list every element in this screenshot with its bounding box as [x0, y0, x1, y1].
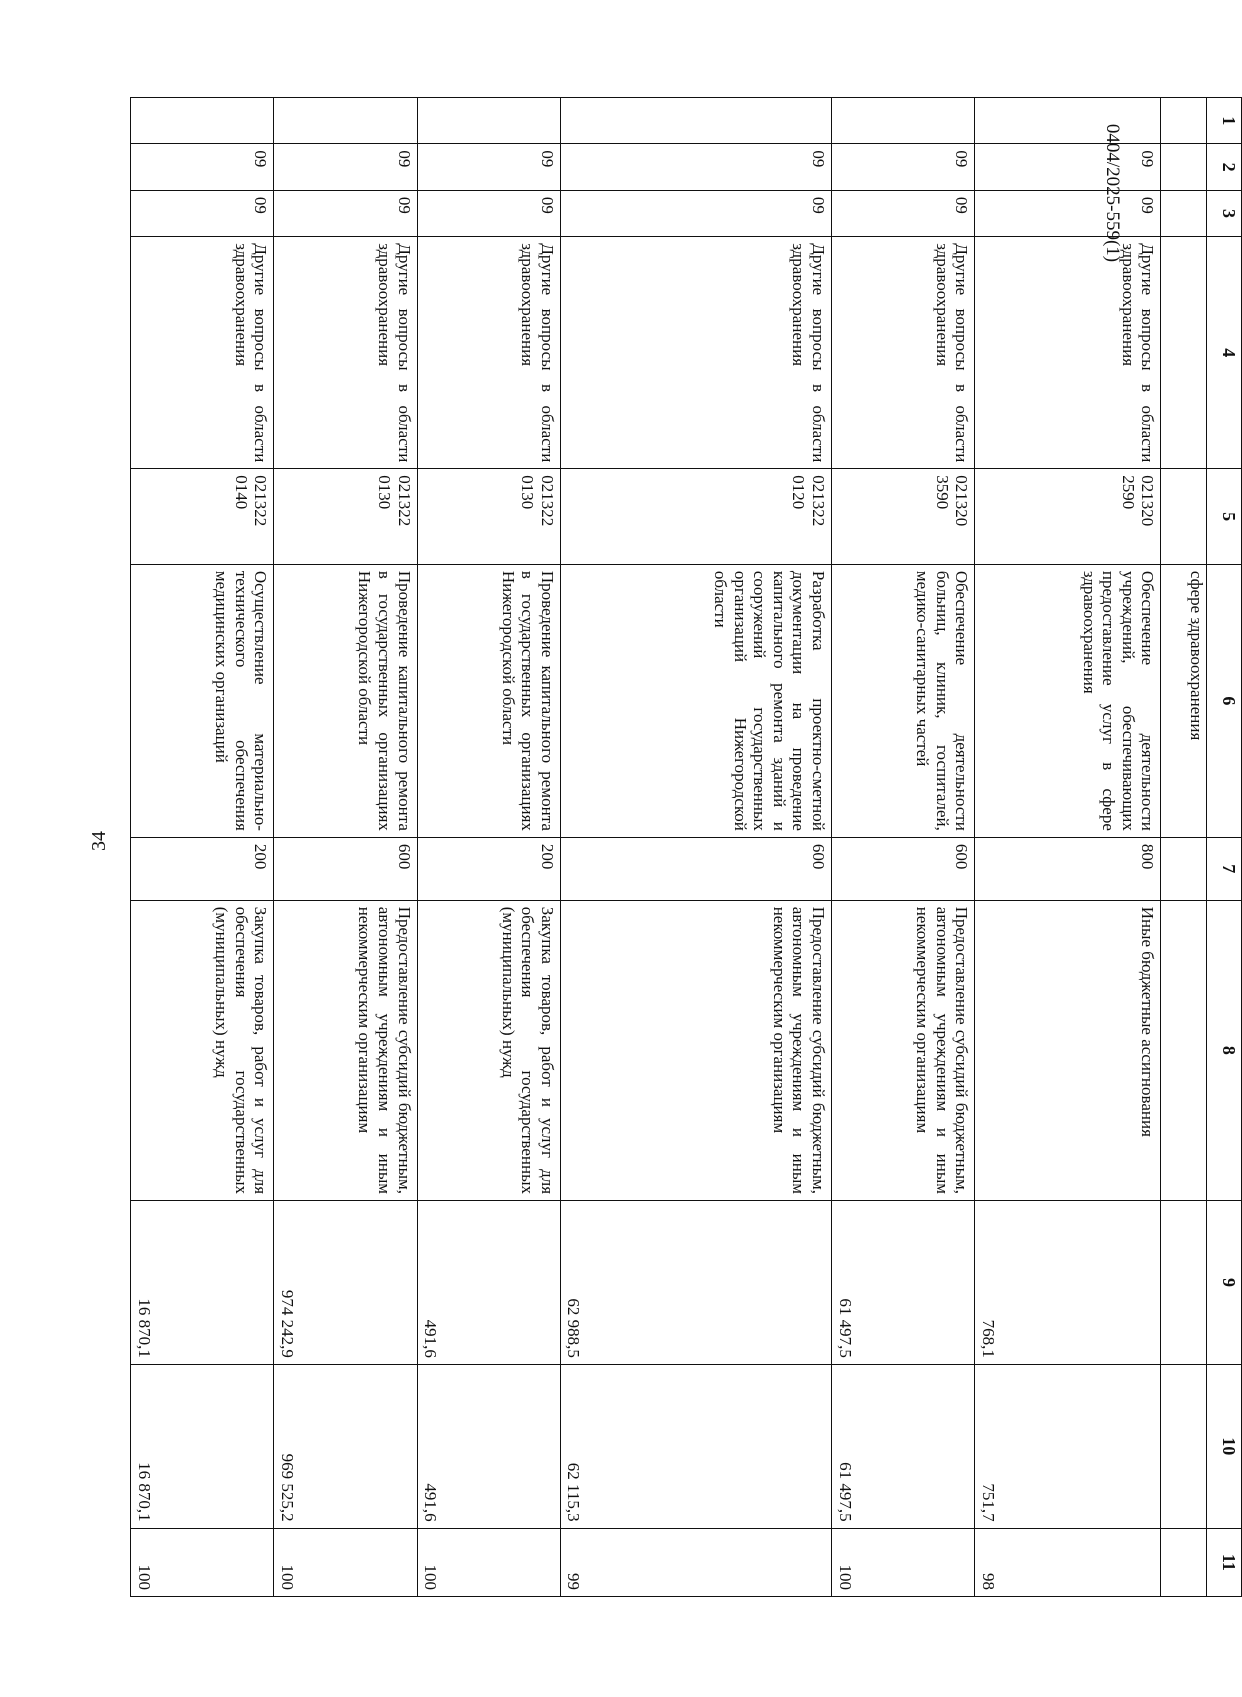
- cell-section: 09: [560, 144, 831, 190]
- cell-expense-type: 600: [832, 837, 975, 900]
- cell-subsection: 09: [274, 190, 417, 236]
- cell-section-name: Другие вопросы в области здравоохранения: [975, 237, 1161, 469]
- cell-section: 09: [417, 144, 560, 190]
- cell-target-code: 021322 0120: [560, 469, 831, 565]
- cell-target-code: 021322 0130: [417, 469, 560, 565]
- cell-row-number: [274, 98, 417, 144]
- cell-percent: 100: [417, 1528, 560, 1596]
- cell-subsection: 09: [975, 190, 1161, 236]
- table-body: [131, 98, 1161, 1597]
- cell-row-number: [832, 98, 975, 144]
- cell-section: 09: [274, 144, 417, 190]
- cell-section-name: Другие вопросы в области здравоохранения: [560, 237, 831, 469]
- cell-subsection: 09: [560, 190, 831, 236]
- page-number: 34: [88, 831, 110, 851]
- cell-planned: 16 870,1: [131, 1201, 274, 1365]
- cell-percent: 100: [832, 1528, 975, 1596]
- cell-subsection: 09: [131, 190, 274, 236]
- document-code: 0404/2025-559(1): [1102, 123, 1123, 263]
- header-cell: 6: [1207, 564, 1242, 837]
- header-cell: 11: [1207, 1528, 1242, 1596]
- cell-expense-type: 600: [274, 837, 417, 900]
- budget-table: [130, 97, 1242, 1597]
- header-row: [1207, 98, 1242, 1597]
- cell-subsection: 09: [417, 190, 560, 236]
- cell-expense-type: 800: [975, 837, 1161, 900]
- table-row: [131, 98, 274, 1597]
- cell-percent: 100: [274, 1528, 417, 1596]
- header-cell: 4: [1207, 237, 1242, 469]
- cell-target-name: Осуществление материально-технического обеспечения медицинских организаций: [131, 564, 274, 837]
- cell-target-code: 021322 0130: [274, 469, 417, 565]
- cell-section-name: Другие вопросы в области здравоохранения: [131, 237, 274, 469]
- cell-executed: 969 525,2: [274, 1364, 417, 1528]
- cell-row-number: [975, 98, 1161, 144]
- header-cell: 3: [1207, 190, 1242, 236]
- header-cell: 9: [1207, 1201, 1242, 1365]
- cell-executed: 61 497,5: [832, 1364, 975, 1528]
- cell-subsection: 09: [832, 190, 975, 236]
- cell-executed: 62 115,3: [560, 1364, 831, 1528]
- cell-section-name: Другие вопросы в области здравоохранения: [274, 237, 417, 469]
- cell-expense-name: Предоставление субсидий бюджетным, автономным учреждениям и иным некоммерческим организациям: [274, 900, 417, 1200]
- header-cell: 10: [1207, 1364, 1242, 1528]
- cell-expense-name: Предоставление субсидий бюджетным, автономным учреждениям и иным некоммерческим организациям: [832, 900, 975, 1200]
- header-cell: 5: [1207, 469, 1242, 565]
- cell-expense-type: 200: [417, 837, 560, 900]
- cell-target-name: Обеспечение деятельности больниц, клиник, госпиталей, медико-санитарных частей: [832, 564, 975, 837]
- cell-target-name: Обеспечение деятельности учреждений, обеспечивающих предоставление услуг в сфере здравоохранения: [975, 564, 1161, 837]
- cell-expense-name: Предоставление субсидий бюджетным, автономным учреждениям и иным некоммерческим организациям: [560, 900, 831, 1200]
- header-cell: 2: [1207, 144, 1242, 190]
- cell-target-code: 021320 2590: [975, 469, 1161, 565]
- budget-table-container: [130, 97, 1242, 1597]
- header-cell: 1: [1207, 98, 1242, 144]
- cell-target-code: 021322 0140: [131, 469, 274, 565]
- cell-section-name: Другие вопросы в области здравоохранения: [832, 237, 975, 469]
- cell-target-name: Проведение капитального ремонта в государственных организациях Нижегородской области: [417, 564, 560, 837]
- cell-expense-name: Иные бюджетные ассигнования: [975, 900, 1161, 1200]
- table-row: [832, 98, 975, 1597]
- cell-executed: 16 870,1: [131, 1364, 274, 1528]
- cell-expense-name: Закупка товаров, работ и услуг для обеспечения государственных (муниципальных) нужд: [417, 900, 560, 1200]
- cell-row-number: [417, 98, 560, 144]
- cell-percent: 99: [560, 1528, 831, 1596]
- cell-section-name: Другие вопросы в области здравоохранения: [417, 237, 560, 469]
- continuation-text: сфере здравоохранения: [1161, 564, 1207, 837]
- cell-row-number: [560, 98, 831, 144]
- cell-percent: 100: [131, 1528, 274, 1596]
- cell-executed: 751,7: [975, 1364, 1161, 1528]
- cell-planned: 491,6: [417, 1201, 560, 1365]
- cell-percent: 98: [975, 1528, 1161, 1596]
- cell-expense-name: Закупка товаров, работ и услуг для обеспечения государственных (муниципальных) нужд: [131, 900, 274, 1200]
- header-cell: 8: [1207, 900, 1242, 1200]
- cell-planned: 974 242,9: [274, 1201, 417, 1365]
- cell-row-number: [131, 98, 274, 144]
- table-row: [274, 98, 417, 1597]
- cell-target-name: Разработка проектно-сметной документации на проведение капитального ремонта зданий и сооружений государственных организаций Нижегородской области: [560, 564, 831, 837]
- cell-section: 09: [975, 144, 1161, 190]
- cell-planned: 61 497,5: [832, 1201, 975, 1365]
- cell-executed: 491,6: [417, 1364, 560, 1528]
- table-row: [560, 98, 831, 1597]
- table-row: [417, 98, 560, 1597]
- cell-target-name: Проведение капитального ремонта в государственных организациях Нижегородской области: [274, 564, 417, 837]
- cell-section: 09: [131, 144, 274, 190]
- continuation-row: [1161, 98, 1207, 1597]
- cell-expense-type: 600: [560, 837, 831, 900]
- cell-planned: 62 988,5: [560, 1201, 831, 1365]
- cell-target-code: 021320 3590: [832, 469, 975, 565]
- header-cell: 7: [1207, 837, 1242, 900]
- cell-section: 09: [832, 144, 975, 190]
- table-row: [975, 98, 1161, 1597]
- cell-expense-type: 200: [131, 837, 274, 900]
- cell-planned: 768,1: [975, 1201, 1161, 1365]
